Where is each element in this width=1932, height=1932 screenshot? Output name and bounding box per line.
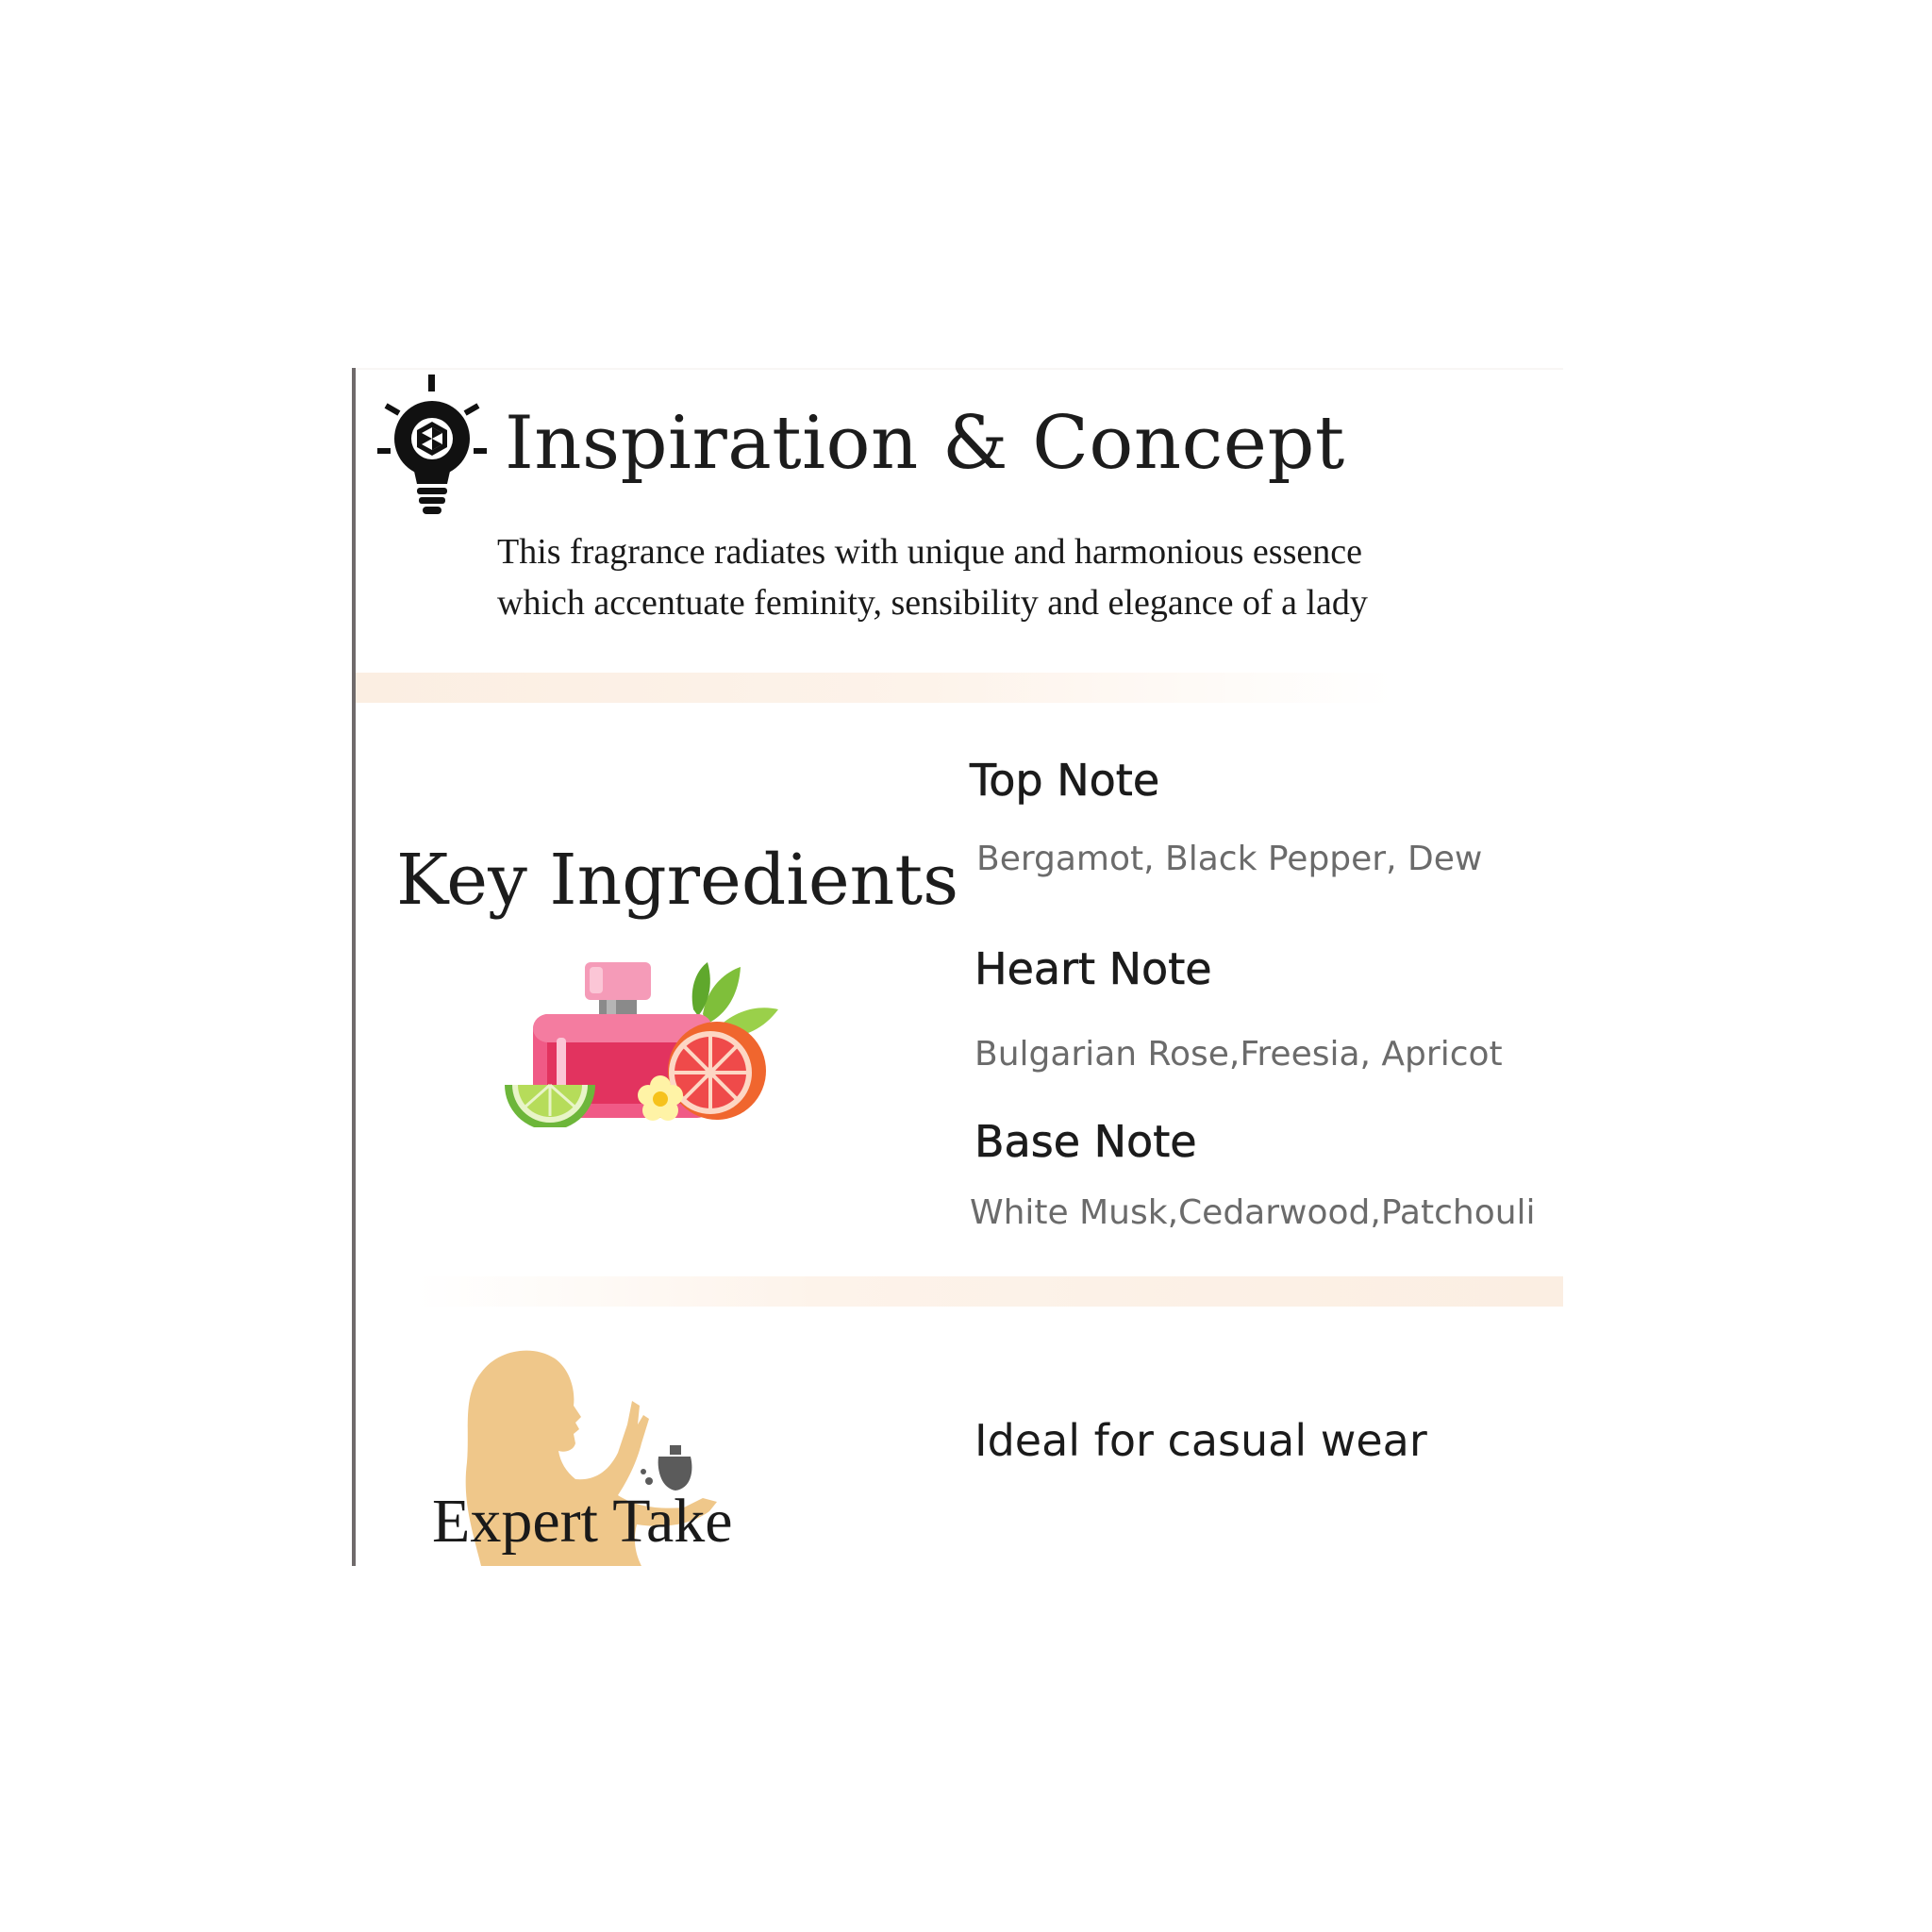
perfume-fruit-icon [505,958,788,1127]
lightbulb-aperture-icon [375,373,489,519]
top-divider-line [356,368,1563,370]
expert-take-text: Ideal for casual wear [974,1415,1427,1466]
top-note-title: Top Note [970,755,1160,806]
concept-line-1: This fragrance radiates with unique and harmonious essence [497,532,1362,572]
top-note-value: Bergamot, Black Pepper, Dew [976,840,1483,878]
heart-note-value: Bulgarian Rose,Freesia, Apricot [974,1035,1503,1074]
inspiration-title: Inspiration & Concept [505,401,1345,486]
base-note-title: Base Note [974,1116,1197,1167]
expert-take-title: Expert Take [432,1487,733,1556]
concept-line-2: which accentuate feminity, sensibility and elegance of a lady [497,583,1368,623]
base-note-value: White Musk,Cedarwood,Patchouli [970,1193,1536,1232]
section-separator-band [415,1276,1563,1307]
heart-note-title: Heart Note [974,943,1212,994]
key-ingredients-title: Key Ingredients [396,840,959,921]
section-separator-band [356,673,1393,703]
left-divider-line [352,368,356,1566]
concept-description [497,526,1488,628]
